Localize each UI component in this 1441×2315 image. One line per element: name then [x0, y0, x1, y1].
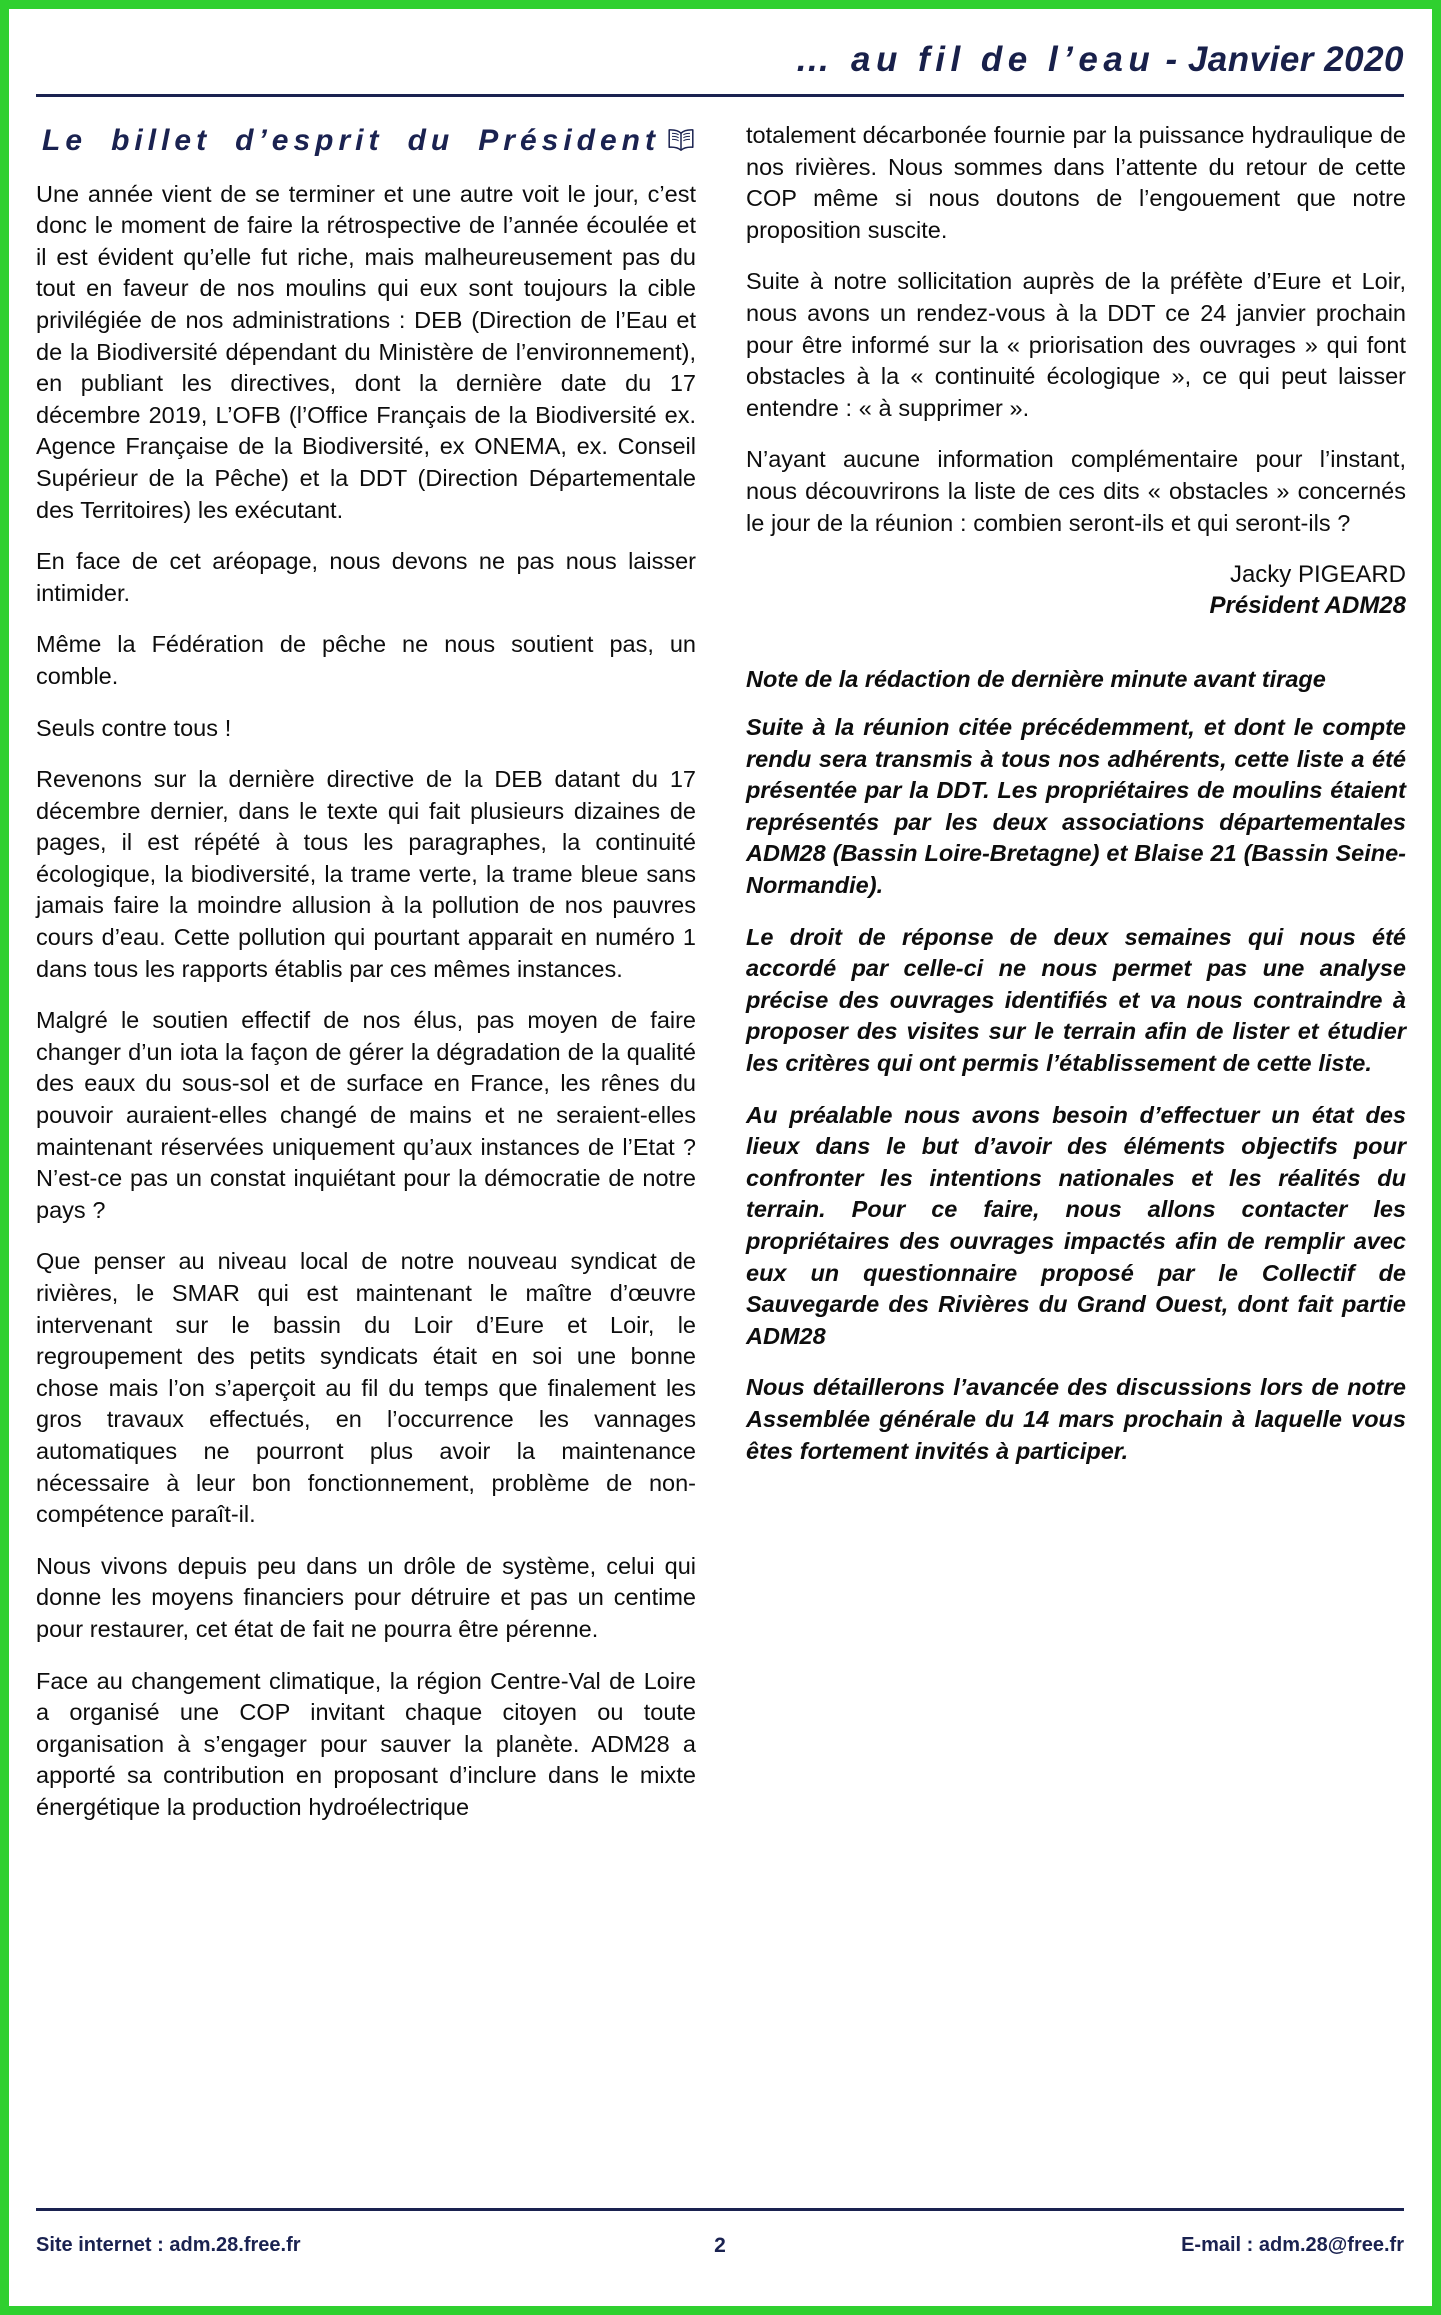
paragraph: Suite à notre sollicitation auprès de la préfète d’Eure et Loir, nous avons un rendez-vous à la DDT ce 24 janvier prochain pour être informé sur la « priorisation des ouvrages » qui font obstacles à la « continuité écologique », ce qui peut laisser entendre : « à supprimer ». [746, 268, 1406, 421]
paragraph: Nous vivons depuis peu dans un drôle de système, celui qui donne les moyens financiers pour détruire et pas un centime pour restaurer, cet état de fait ne pourra être pérenne. [36, 1552, 696, 1642]
closing-lead: Nous détaillerons l’avancée des discussions lors de notre [746, 1374, 1406, 1401]
closing-tail: à laquelle vous êtes fortement invités à participer. [746, 1405, 1406, 1464]
page-number: 2 [714, 2234, 726, 2257]
footer-email: E-mail : adm.28@free.fr [1181, 2234, 1404, 2256]
masthead [34, 40, 1404, 80]
paragraph: totalement décarbonée fournie par la puissance hydraulique de nos rivières. Nous sommes dans l’attente du retour de cette COP même si nous doutons de l’engouement que notre proposition suscite. [746, 122, 1406, 243]
paragraph: Une année vient de se terminer et une autre voit le jour, c’est donc le moment de faire la rétrospective de l’année écoulée et il est évident qu’elle fut riche, mais malheureusement pas du tout en faveur de nos moulins qui eux sont toujours la cible privilégiée de nos administrations : DEB (Direction de l’Eau et de la Biodiversité dépendant du Ministère de l’environnement), en publiant les directives, dont la dernière date du 17 décembre 2019, L’OFB (l’Office Français de la Biodiversité ex. Agence Française de la Biodiversité, ex ONEMA, ex. Conseil Supérieur de la Pêche) et la DDT (Direction Départementale des Territoires) les exécutant. [36, 180, 696, 523]
paragraph: Même la Fédération de pêche ne nous soutient pas, un comble. [36, 631, 696, 689]
note-heading: Note de la rédaction de dernière minute avant tirage [746, 665, 1326, 692]
paragraph: Revenons sur la dernière directive de la DEB datant du 17 décembre dernier, dans le texte qui fait plusieurs dizaines de pages, il est répété à tous les paragraphes, la continuité écologique, la biodiversité, la trame verte, la trame bleue sans jamais faire la moindre allusion à la pollution de nos pauvres cours d’eau. Cette pollution qui pourtant apparait en numéro 1 dans tous les rapports établis par ces mêmes instances. [36, 766, 696, 982]
page-footer [36, 2234, 1404, 2257]
page-sheet [14, 12, 1427, 2303]
open-book-icon [666, 122, 696, 165]
paragraph: En face de cet aréopage, nous devons ne pas nous laisser intimider. [36, 548, 696, 606]
paragraph: Suite à la réunion citée précédemment, et dont le compte rendu sera transmis à tous nos adhérents, cette liste a été présentée par la DDT. Les propriétaires de moulins étaient représentés par les deux associations départementales ADM28 (Bassin Loire-Bretagne) et Blaise 21 (Bassin Seine-Normandie). [746, 714, 1406, 899]
paragraph: Au préalable nous avons besoin d’effectuer un état des lieux dans le but d’avoir des éléments objectifs pour confronter les intentions nationales et les réalités du terrain. Pour ce faire, nous allons contacter les propriétaires des ouvrages impactés afin de remplir avec eux un questionnaire proposé par le Collectif de Sauvegarde des Rivières du Grand Ouest, dont fait partie ADM28 [746, 1101, 1406, 1349]
signature-name: Jacky PIGEARD [1229, 561, 1406, 589]
page-title [36, 120, 696, 165]
paragraph: Le droit de réponse de deux semaines qui nous été accordé par celle-ci ne nous permet pas une analyse précise des ouvrages identifiés et va nous contraindre à proposer des visites sur le terrain afin de lister et étudier les critères qui ont permis l’établissement de cette liste. [746, 923, 1406, 1076]
signature-block [746, 559, 1406, 621]
footer-divider [36, 2208, 1404, 2211]
footer-site: Site internet : adm.28.free.fr [36, 2234, 301, 2256]
masthead-title [34, 40, 1404, 80]
masthead-title-suffix: - Janvier 2020 [1155, 40, 1404, 79]
masthead-title-prefix: … au fil de l’eau [795, 40, 1156, 79]
paragraph: N’ayant aucune information complémentaire pour l’instant, nous découvrirons la liste de ces dits « obstacles » concernés le jour de la réunion : combien seront-ils et qui seront-ils ? [746, 446, 1406, 536]
header-divider [36, 94, 1404, 97]
page-title-text: Le billet d’esprit du Président [42, 124, 660, 157]
two-column-layout [36, 120, 1406, 1824]
closing-bold-date: Assemblée générale du 14 mars prochain [746, 1405, 1223, 1432]
paragraph: Seuls contre tous ! [36, 714, 232, 741]
left-column [36, 120, 696, 1824]
paragraph: Malgré le soutien effectif de nos élus, pas moyen de faire changer d’un iota la façon de gérer la dégradation de la qualité des eaux du sous-sol et de surface en France, les rênes du pouvoir auraient-elles changé de mains et ne seraient-elles maintenant réservées uniquement qu’aux instances de l’Etat ? N’est-ce pas un constat inquiétant pour la démocratie de notre pays ? [36, 1007, 696, 1223]
section-spacer [746, 622, 1406, 664]
paragraph: Que penser au niveau local de notre nouveau syndicat de rivières, le SMAR qui est maintenant le maître d’œuvre intervenant sur le bassin du Loir d’Eure et Loir, le regroupement des petits syndicats était en soi une bonne chose mais l’on s’aperçoit au fil du temps que finalement les gros travaux effectués, en l’occurrence les vannages automatiques ne pourront plus avoir la maintenance nécessaire à leur bon fonctionnement, problème de non-compétence paraît-il. [36, 1248, 696, 1528]
right-column [746, 120, 1406, 1824]
paragraph: Face au changement climatique, la région Centre-Val de Loire a organisé une COP invitant chaque citoyen ou toute organisation à s’engager pour sauver la planète. ADM28 a apporté sa contribution en proposant d’inclure dans le mixte énergétique la production hydroélectrique [36, 1667, 696, 1820]
signature-role: Président ADM28 [1209, 592, 1406, 620]
closing-paragraph [746, 1372, 1406, 1467]
